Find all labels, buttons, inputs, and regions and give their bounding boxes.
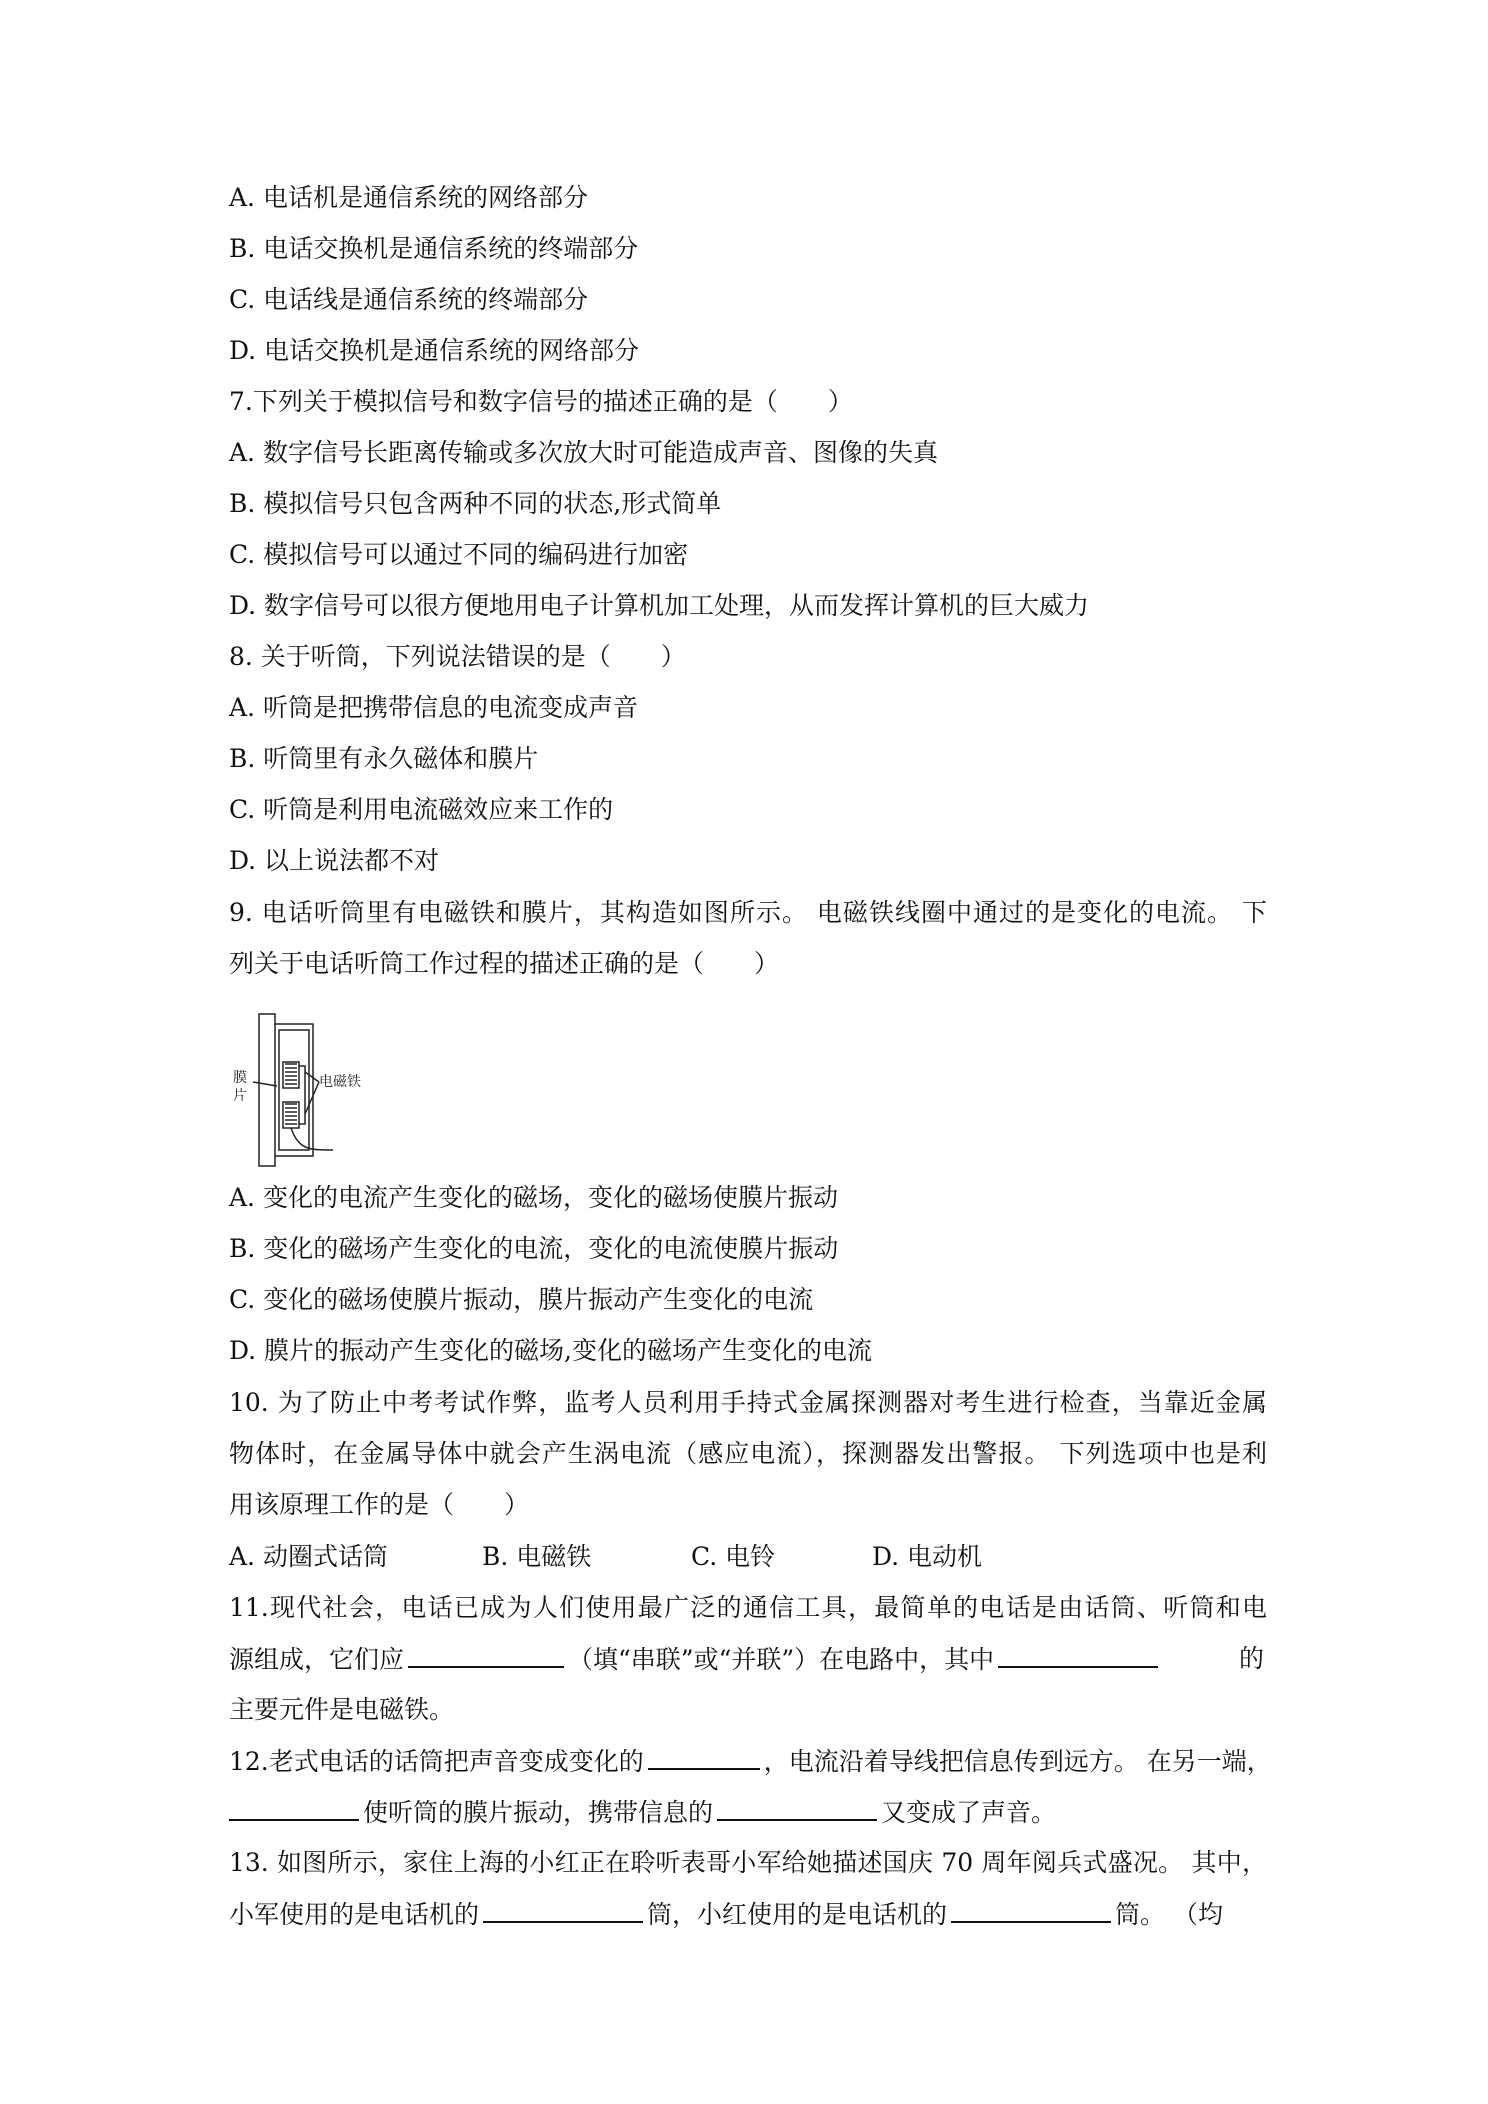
q13-text-b: 筒，小红使用的是电话机的: [647, 1900, 948, 1929]
q13-text-c: 筒。 （均: [1115, 1900, 1223, 1929]
q12-blank-3[interactable]: [717, 1797, 877, 1821]
q8-option-d: D. 以上说法都不对: [229, 846, 440, 875]
q6-option-c: C. 电话线是通信系统的终端部分: [229, 285, 589, 314]
q9-stem-line2: 列关于电话听筒工作过程的描述正确的是（ ）: [229, 949, 780, 978]
q11-blank-2[interactable]: [998, 1644, 1158, 1668]
q10-option-a: A. 动圈式话筒: [229, 1542, 388, 1571]
q13-blank-2[interactable]: [951, 1899, 1111, 1923]
q7-option-a: A. 数字信号长距离传输或多次放大时可能造成声音、图像的失真: [229, 438, 938, 467]
q7-stem: 7.下列关于模拟信号和数字信号的描述正确的是（ ）: [229, 387, 853, 416]
q10-stem-line3: 用该原理工作的是（ ）: [229, 1490, 530, 1519]
receiver-diagram: [229, 1010, 419, 1170]
q9-option-c: C. 变化的磁场使膜片振动，膜片振动产生变化的电流: [229, 1285, 814, 1314]
q12-text-a: 12.老式电话的话筒把声音变成变化的: [229, 1747, 644, 1776]
q6-option-b: B. 电话交换机是通信系统的终端部分: [229, 234, 639, 263]
q8-option-a: A. 听筒是把携带信息的电流变成声音: [229, 693, 638, 722]
q8-option-b: B. 听筒里有永久磁体和膜片: [229, 744, 539, 773]
q9-option-b: B. 变化的磁场产生变化的电流，变化的电流使膜片振动: [229, 1234, 839, 1263]
membrane-label-1: 膜: [233, 1070, 247, 1086]
q12-text-c: 使听筒的膜片振动，携带信息的: [363, 1798, 714, 1827]
q11-text-a: 源组成，它们应: [229, 1645, 405, 1674]
q10-option-b: B. 电磁铁: [482, 1542, 592, 1571]
q12-blank-2[interactable]: [229, 1797, 359, 1821]
q11-text-b: （填“串联”或“并联”）在电路中，其中: [568, 1645, 995, 1674]
q6-option-a: A. 电话机是通信系统的网络部分: [229, 183, 588, 212]
q11-stem-line1: 11.现代社会，电话已成为人们使用最广泛的通信工具，最简单的电话是由话筒、听筒和电: [229, 1593, 1267, 1622]
q12-stem-line1: [229, 1746, 1272, 1776]
q12-text-d: 又变成了声音。: [881, 1798, 1057, 1827]
q9-option-a: A. 变化的电流产生变化的磁场，变化的磁场使膜片振动: [229, 1183, 838, 1212]
q8-option-c: C. 听筒是利用电流磁效应来工作的: [229, 795, 614, 824]
q9-option-d: D. 膜片的振动产生变化的磁场,变化的磁场产生变化的电流: [229, 1336, 872, 1365]
q11-text-c: 的: [1239, 1644, 1265, 1673]
q7-option-d: D. 数字信号可以很方便地用电子计算机加工处理，从而发挥计算机的巨大威力: [229, 591, 1090, 620]
q11-blank-1[interactable]: [408, 1644, 564, 1668]
q6-option-d: D. 电话交换机是通信系统的网络部分: [229, 336, 640, 365]
q10-option-d: D. 电动机: [872, 1542, 983, 1571]
q12-blank-1[interactable]: [648, 1746, 760, 1770]
q9-stem-line1: 9. 电话听筒里有电磁铁和膜片，其构造如图所示。 电磁铁线圈中通过的是变化的电流。 下: [229, 898, 1267, 927]
q12-text-b: ，电流沿着导线把信息传到远方。 在另一端，: [763, 1747, 1272, 1776]
q10-option-c: C. 电铃: [691, 1542, 776, 1571]
q7-option-b: B. 模拟信号只包含两种不同的状态,形式简单: [229, 489, 722, 518]
q13-blank-1[interactable]: [483, 1899, 643, 1923]
q11-stem-line3: 主要元件是电磁铁。: [229, 1695, 455, 1724]
q10-stem-line1: 10. 为了防止中考考试作弊，监考人员利用手持式金属探测器对考生进行检查，当靠近金属: [229, 1388, 1267, 1417]
q11-stem-line2: [229, 1644, 1265, 1674]
q12-stem-line2: [229, 1797, 1056, 1827]
q8-stem: 8. 关于听筒，下列说法错误的是（ ）: [229, 642, 686, 671]
q13-stem-line2: [229, 1899, 1223, 1929]
electromagnet-label: 电磁铁: [319, 1074, 361, 1090]
q13-text-a: 小军使用的是电话机的: [229, 1900, 480, 1929]
membrane-label-2: 片: [233, 1088, 247, 1104]
q13-stem-line1: 13. 如图所示，家住上海的小红正在聆听表哥小军给她描述国庆 70 周年阅兵式盛况。 其中，: [229, 1848, 1267, 1877]
q7-option-c: C. 模拟信号可以通过不同的编码进行加密: [229, 540, 689, 569]
q10-stem-line2: 物体时，在金属导体中就会产生涡电流（感应电流），探测器发出警报。 下列选项中也是利: [229, 1439, 1267, 1468]
